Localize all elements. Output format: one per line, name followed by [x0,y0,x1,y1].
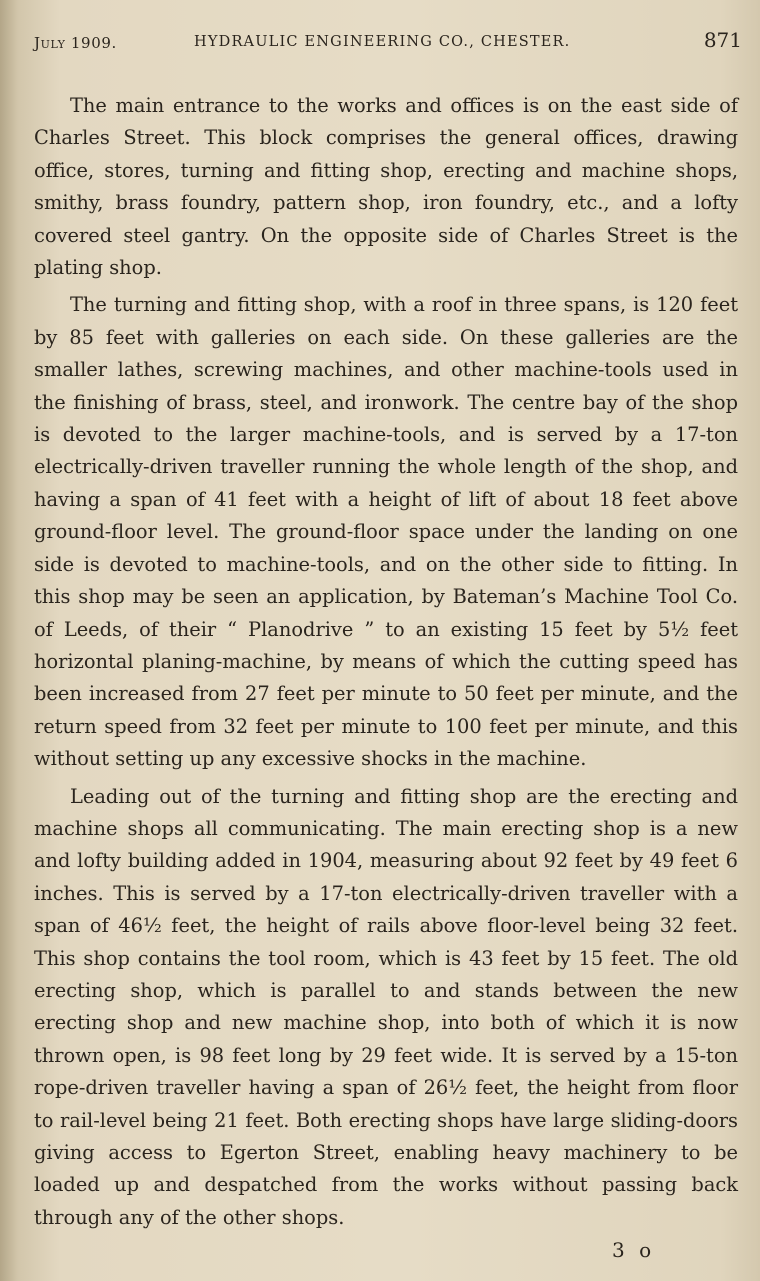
header-running-title: HYDRAULIC ENGINEERING CO., CHESTER. [194,34,571,50]
paragraph-turning-fitting-shop: The turning and fitting shop, with a roof in three spans, is 120 feet by 85 feet with galleries on each side. On these galleries are the smaller lathes, screwing machines, and other machine-tools used in the finishing of brass, steel, and ironwork. The centre bay of the shop is devoted to the larger machine-tools, and is served by a 17-ton electrically-driven traveller running the whole length of the shop, and having a span of 41 feet with a height of lift of about 18 feet above ground-floor level. The ground-floor space under the landing on one side is devoted to machine-tools, and on the other side to fitting. In this shop may be seen an application, by Bateman’s Machine Tool Co. of Leeds, of their “ Planodrive ” to an existing 15 feet by 5½ feet horizontal planing-machine, by means of which the cutting speed has been increased from 27 feet per minute to 50 feet per minute, and the return speed from 32 feet per minute to 100 feet per minute, and this without setting up any excessive shocks in the machine. [34,293,738,771]
running-header [34,28,742,58]
paragraph-erecting-machine-shops: Leading out of the turning and fitting shop are the erecting and machine shops all communicating. The main erecting shop is a new and lofty building added in 1904, measuring about 92 feet by 49 feet 6 inches. This is served by a 17-ton electrically-driven traveller with a span of 46½ feet, the height of rails above floor-level being 32 feet. This shop contains the tool room, which is 43 feet by 15 feet. The old erecting shop, which is parallel to and stands between the new erecting shop and new machine shop, into both of which it is now thrown open, is 98 feet long by 29 feet wide. It is served by a 15-ton rope-driven traveller having a span of 26½ feet, the height from floor to rail-level being 21 feet. Both erecting shops have large sliding-doors giving access to Egerton Street, enabling heavy machinery to be loaded up and despatched from the works without passing back through any of the other shops. [34,784,738,1229]
paragraph-main-entrance: The main entrance to the works and offices is on the east side of Charles Street. This block comprises the general offices, drawing office, stores, turning and fitting shop, erecting and machine shops, smithy, brass foundry, pattern shop, iron foundry, etc., and a lofty covered steel gantry. On the opposite side of Charles Street is the plating shop. [34,94,738,280]
signature-mark: 3 o [612,1238,656,1262]
page-number: 871 [703,28,742,52]
body-text [34,90,738,1239]
header-date: July 1909. [34,34,117,52]
